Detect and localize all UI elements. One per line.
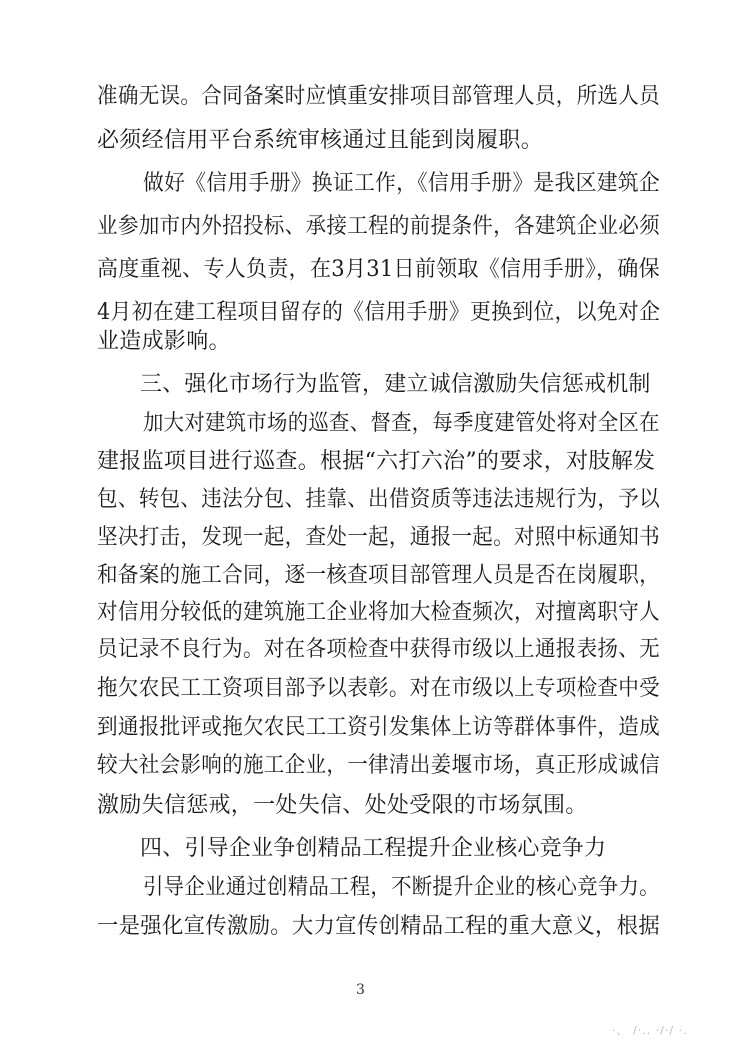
body-line: 较大社会影响的施工企业，一律清出姜堰市场，真正形成诚信 <box>97 753 660 778</box>
body-line: 包、转包、违法分包、挂靠、出借资质等违法违规行为，予以 <box>97 487 660 512</box>
section-heading-3: 三、强化市场行为监管，建立诚信激励失信惩戒机制 <box>140 372 651 397</box>
body-line: 激励失信惩戒，一处失信、处处受限的市场氛围。 <box>97 793 588 818</box>
body-line: 拖欠农民工工资项目部予以表彰。对在市级以上专项检查中受 <box>97 676 660 701</box>
paragraph-first-line: 做好《信用手册》换证工作，《信用手册》是我区建筑企 <box>143 171 661 196</box>
body-line: 一是强化宣传激励。大力宣传创精品工程的重大意义，根据 <box>97 914 660 939</box>
body-line: 准确无误。合同备案时应慎重安排项目部管理人员，所选人员 <box>97 84 660 109</box>
body-line: 员记录不良行为。对在各项检查中获得市级以上通报表扬、无 <box>97 637 660 662</box>
body-line: 必须经信用平台系统审核通过且能到岗履职。 <box>97 128 544 153</box>
body-line: 和备案的施工合同，逐一核查项目部管理人员是否在岗履职， <box>97 563 660 588</box>
page-number: 3 <box>356 982 365 998</box>
paragraph-first-line: 加大对建筑市场的巡查、督查，每季度建管处将对全区在 <box>143 411 660 436</box>
body-line: 4月初在建工程项目留存的《信用手册》更换到位，以免对企 <box>97 300 661 325</box>
paragraph-first-line: 引导企业通过创精品工程，不断提升企业的核心竞争力。 <box>143 875 660 900</box>
body-line: 坚决打击，发现一起，查处一起，通报一起。对照中标通知书 <box>97 525 660 550</box>
body-line: 业参加市内外招投标、承接工程的前提条件，各建筑企业必须 <box>97 214 660 239</box>
body-line: 建报监项目进行巡查。根据“六打六治”的要求，对肢解发 <box>97 449 656 474</box>
body-line: 到通报批评或拖欠农民工工资引发集体上访等群体事件，造成 <box>97 715 660 740</box>
scan-watermark: ·、 /·.. ·/·/ ·. <box>612 1024 688 1037</box>
section-heading-4: 四、引导企业争创精品工程提升企业核心竞争力 <box>140 836 607 861</box>
body-line: 对信用分较低的建筑施工企业将加大检查频次，对擅离职守人 <box>97 600 660 625</box>
body-line: 高度重视、专人负责，在3月31日前领取《信用手册》，确保 <box>97 257 660 282</box>
body-line: 业造成影响。 <box>97 329 231 354</box>
